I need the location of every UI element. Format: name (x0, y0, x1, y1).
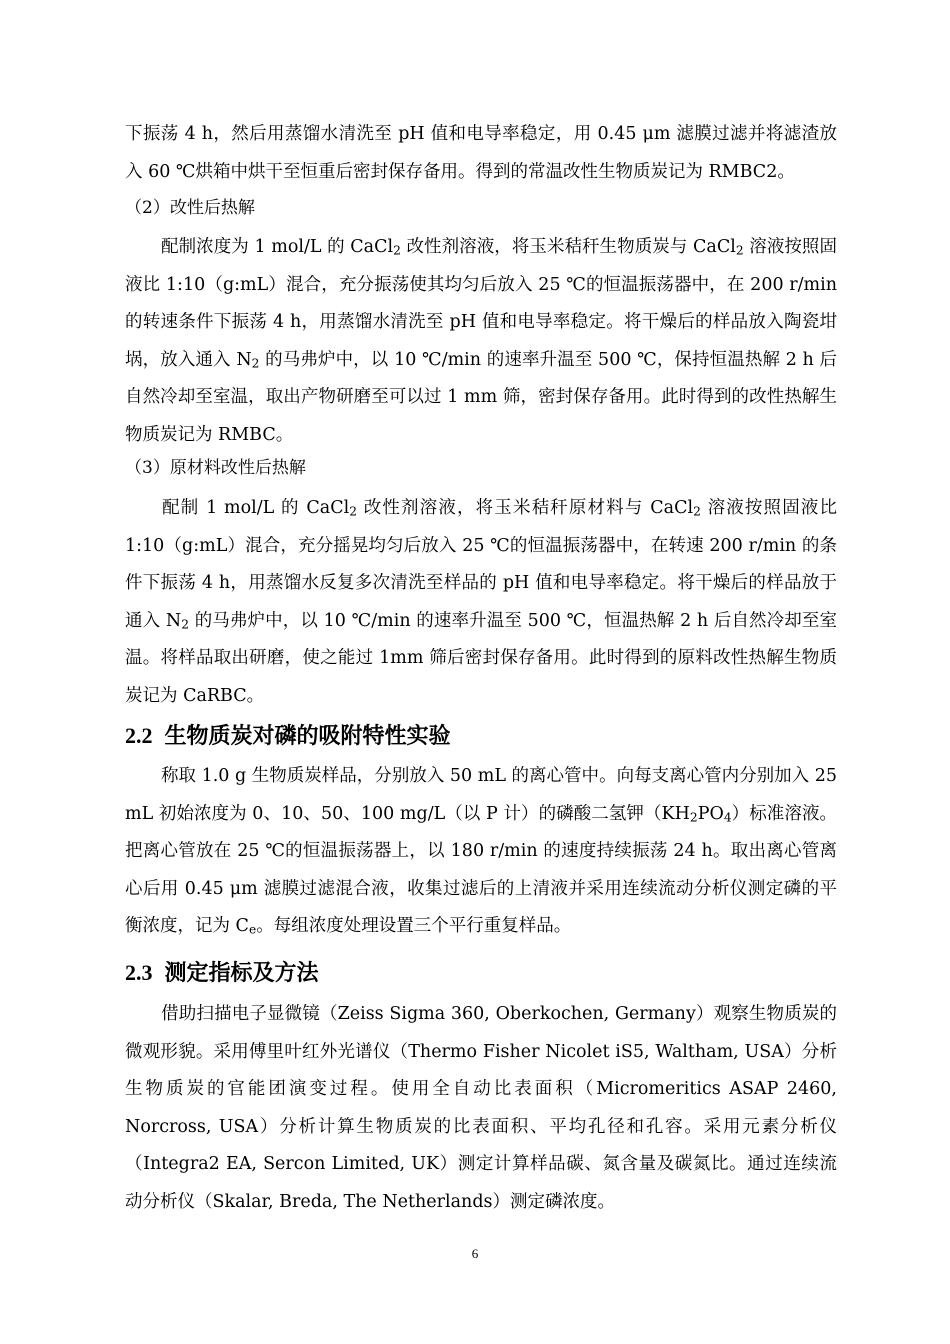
paragraph-measurement-methods: 借助扫描电子显微镜（Zeiss Sigma 360, Oberkochen, Germany）观察生物质炭的微观形貌。采用傅里叶红外光谱仪（Thermo Fisher Nicolet iS5, Waltham, USA）分析生物质炭的官能团演变过程。使用全自动比表面积（Micromeritics ASAP 2460, Norcross, USA）分析计算生物质炭的比表面积、平均孔径和孔容。采用元素分析仪（Integra2 EA, Sercon Limited, UK）测定计算样品碳、氮含量及碳氮比。通过连续流动分析仪（Skalar, Breda, The Netherlands）测定磷浓度。 (125, 1004, 837, 1212)
paragraph-rmbc2: 下振荡 4 h，然后用蒸馏水清洗至 pH 值和电导率稳定，用 0.45 μm 滤膜过滤并将滤渣放入 60 ℃烘箱中烘干至恒重后密封保存备用。得到的常温改性生物质炭记为 RMBC2。 (125, 124, 837, 182)
paragraph-carbc: 配制 1 mol/L 的 CaCl$_2$ 改性剂溶液，将玉米秸秆原材料与 CaCl$_2$ 溶液按照固液比 1:10（g:mL）混合，充分摇晃均匀后放入 25 ℃的恒温振荡器中，在转速 200 r/min 的条件下振荡 4 h，用蒸馏水反复多次清洗至样品的 pH 值和电导率稳定。将干燥后的样品放于通入 $N_2$ 的马弗炉中，以 10 ℃/min 的速率升温至 500 ℃，恒温热解 2 h 后自然冷却至室温。将样品取出研磨，使之能过 1mm 筛后密封保存备用。此时得到的原料改性热解生物质炭记为 CaRBC。 (125, 498, 838, 706)
paragraph-adsorption-experiment: 称取 1.0 g 生物质炭样品，分别放入 50 mL 的离心管中。向每支离心管内分别加入 25 mL 初始浓度为 0、10、50、100 mg/L（以 P 计）的磷酸二氢钾$(KH_2PO_4)$标准溶液。把离心管放在 25 ℃的恒温振荡器上，以 180 r/min 的速度持续振荡 24 h。取出离心管离心后用 0.45 μm 滤膜过滤混合液，收集过滤后的上清液并采用连续流动分析仪测定磷的平衡浓度，记为 $C_e$。每组浓度处理设置三个平行重复样品。 (125, 766, 838, 937)
paragraph-rmbc: 配制浓度为 1 mol/L 的 CaCl$_2$ 改性剂溶液，将玉米秸秆生物质炭与 CaCl$_2$ 溶液按照固液比 1:10（g:mL）混合，充分振荡使其均匀后放入 25 ℃的恒温振荡器中，在 200 r/min 的转速条件下振荡 4 h，用蒸馏水清洗至 pH 值和电导率稳定。将干燥后的样品放入陶瓷坩埚，放入通入 $N_2$ 的马弗炉中，以 10 ℃/min 的速率升温至 500 ℃，保持恒温热解 2 h 后自然冷却至室温，取出产物研磨至可以过 1 mm 筛，密封保存备用。此时得到的改性热解生物质炭记为 RMBC。 (125, 237, 838, 445)
subheading-raw-material-modified: （3）原材料改性后热解 (125, 458, 306, 478)
section-heading-2-2: 2.2 生物质炭对磷的吸附特性实验 (125, 723, 451, 749)
page-number: 6 (471, 1246, 479, 1261)
subheading-modified-pyrolysis: （2）改性后热解 (125, 198, 255, 218)
section-heading-2-3: 2.3 测定指标及方法 (125, 960, 319, 986)
